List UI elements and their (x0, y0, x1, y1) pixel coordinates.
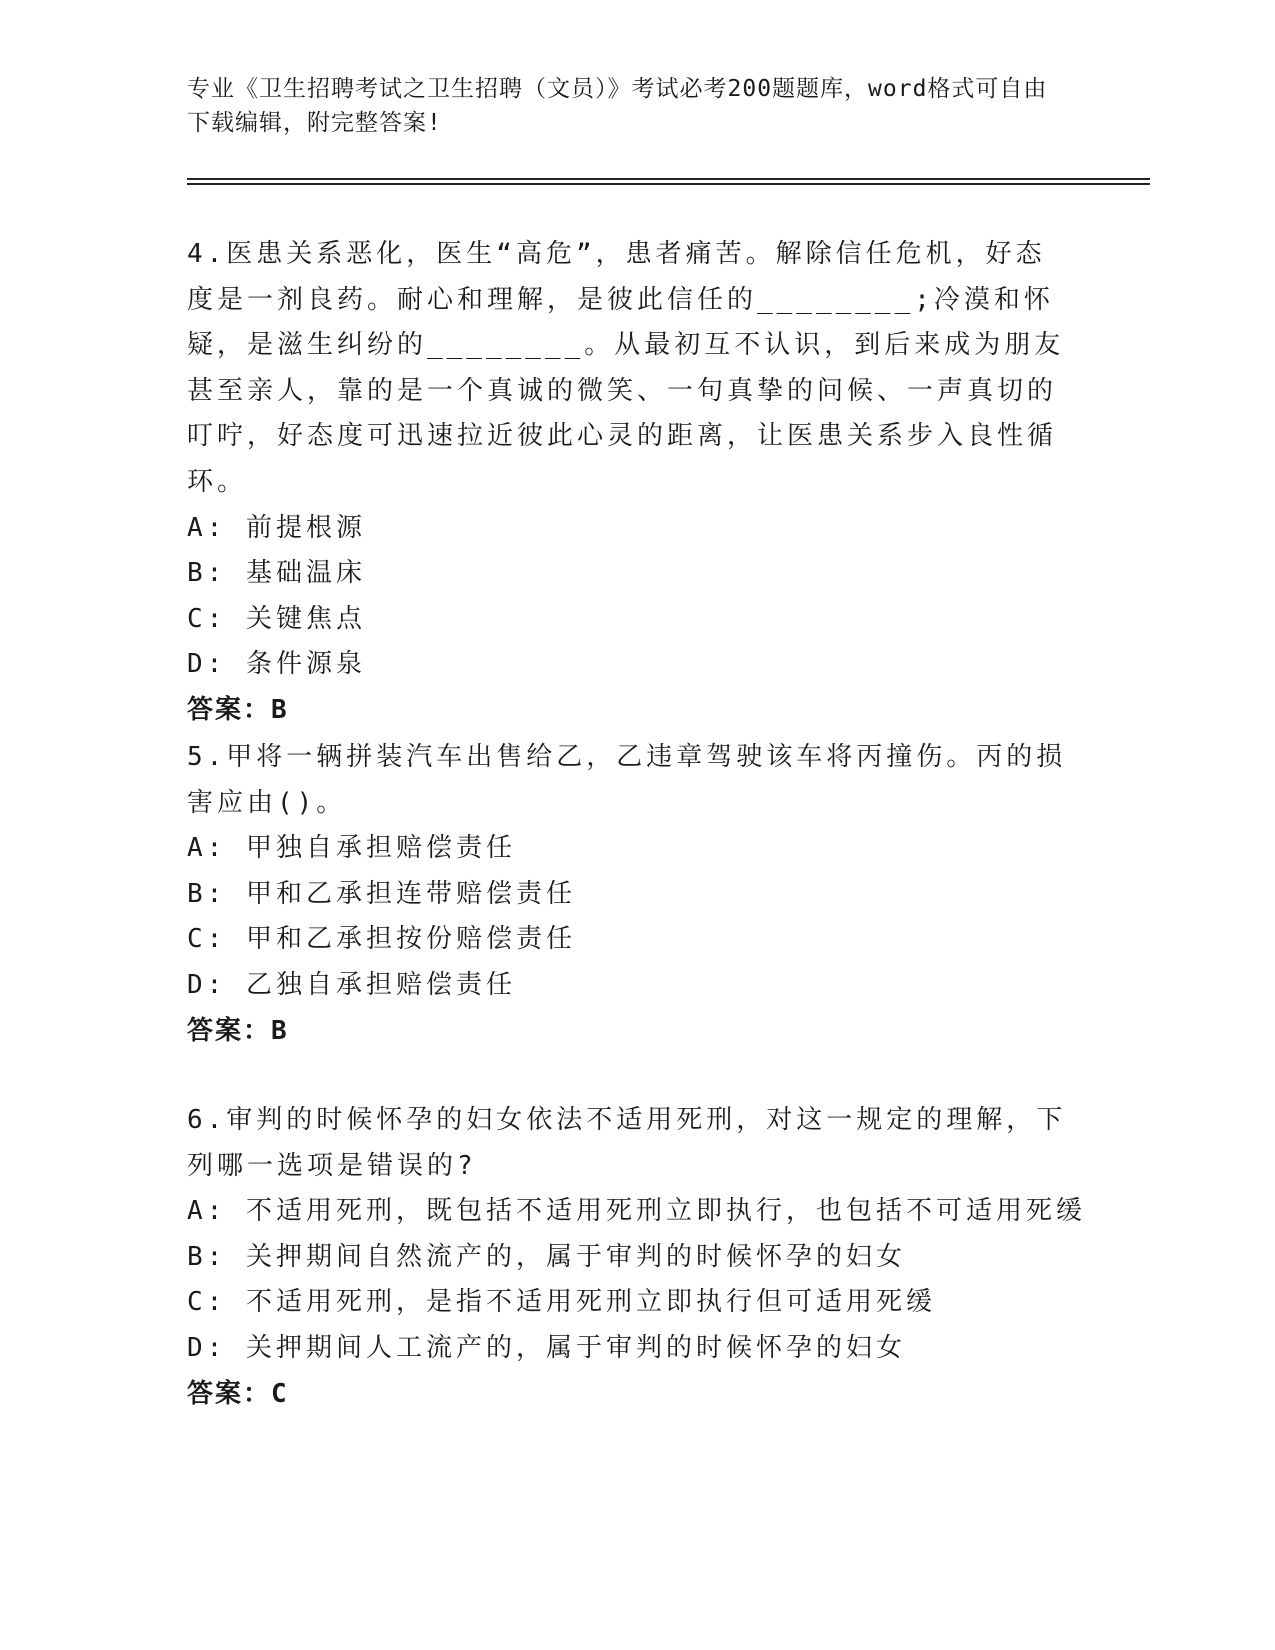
option-d: D: 条件源泉 (187, 649, 366, 680)
question-6 (187, 1098, 1086, 1417)
option-b: B: 基础温床 (187, 558, 366, 589)
document-header: 专业《卫生招聘考试之卫生招聘（文员）》考试必考200题题库，word格式可自由下载编辑，附完整答案! (187, 76, 1048, 136)
question-4 (187, 232, 1067, 734)
option-d: D: 乙独自承担赔偿责任 (187, 969, 516, 1000)
question-5 (187, 735, 1067, 1054)
option-a: A: 甲独自承担赔偿责任 (187, 833, 516, 864)
question-text: 5.甲将一辆拼装汽车出售给乙，乙违章驾驶该车将丙撞伤。丙的损害应由()。 (187, 742, 1067, 818)
header-divider-top (187, 178, 1150, 180)
question-text: 6.审判的时候怀孕的妇女依法不适用死刑，对这一规定的理解，下列哪一选项是错误的? (187, 1105, 1067, 1181)
option-b: B: 甲和乙承担连带赔偿责任 (187, 878, 576, 909)
option-a: A: 前提根源 (187, 512, 366, 543)
option-b: B: 关押期间自然流产的，属于审判的时候怀孕的妇女 (187, 1241, 906, 1272)
question-text: 4.医患关系恶化，医生“高危”，患者痛苦。解除信任危机，好态度是一剂良药。耐心和理解，是彼此信任的________;冷漠和怀疑，是滋生纠纷的________。从最初互不认识，到后来成为朋友甚至亲人，靠的是一个真诚的微笑、一句真挚的问候、一声真切的叮咛，好态度可迅速拉近彼此心灵的距离，让医患关系步入良性循环。 (187, 239, 1065, 497)
option-c: C: 不适用死刑，是指不适用死刑立即执行但可适用死缓 (187, 1287, 936, 1318)
header-divider-bottom (187, 183, 1150, 185)
answer-line: 答案：B (187, 1015, 289, 1046)
answer-line: 答案：C (187, 1378, 289, 1409)
option-d: D: 关押期间人工流产的，属于审判的时候怀孕的妇女 (187, 1332, 906, 1363)
answer-line: 答案：B (187, 694, 289, 725)
option-a: A: 不适用死刑，既包括不适用死刑立即执行，也包括不可适用死缓 (187, 1196, 1086, 1227)
option-c: C: 关键焦点 (187, 603, 366, 634)
option-c: C: 甲和乙承担按份赔偿责任 (187, 924, 576, 955)
